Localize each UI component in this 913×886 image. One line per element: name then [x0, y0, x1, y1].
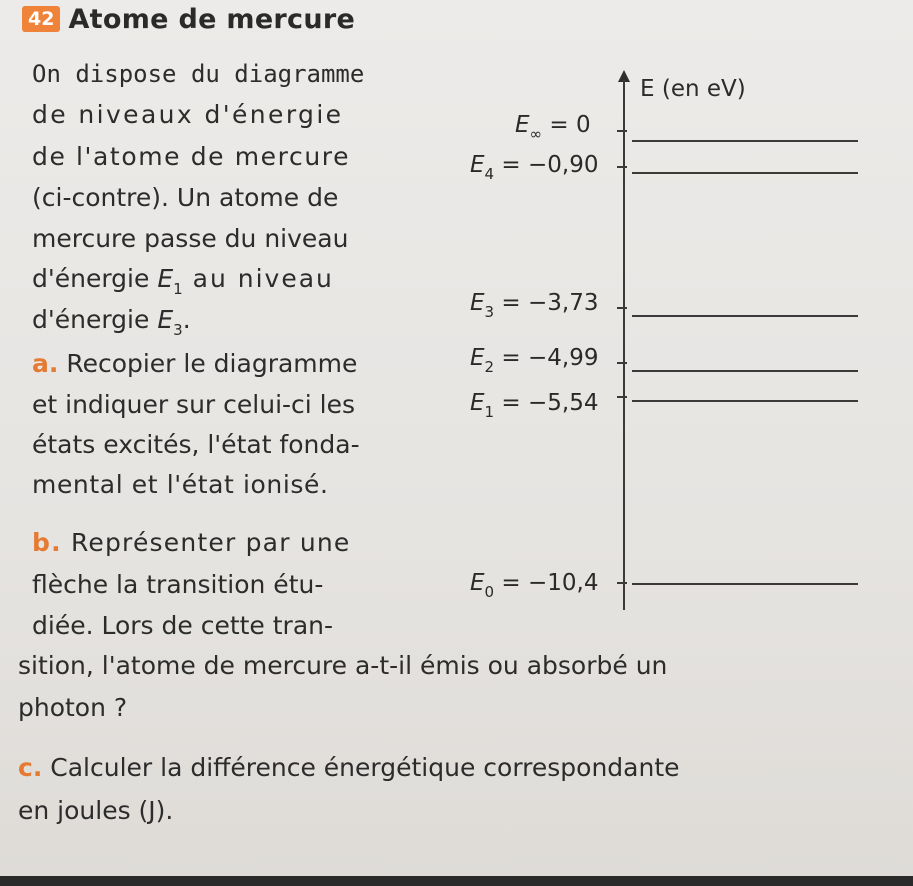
level-sub: 3: [484, 303, 495, 321]
question-a-line-3: états excités, l'état fonda-: [32, 430, 360, 459]
level-sub: 2: [484, 358, 495, 376]
exercise-number-badge: 42: [22, 6, 60, 32]
level-label-infinity: [515, 112, 591, 143]
page-bottom-edge: [0, 876, 913, 886]
level-value: = −5,54: [501, 390, 599, 416]
level-line-0: [632, 583, 858, 585]
energy-subscript: 3: [173, 321, 183, 339]
question-b-text: Représenter par une: [61, 528, 351, 557]
level-sub: 4: [484, 165, 495, 183]
level-label-1: [470, 390, 598, 421]
intro-line-2: de niveaux d'énergie: [32, 100, 344, 129]
question-c-line-2: en joules (J).: [18, 796, 174, 825]
intro-line-3: de l'atome de mercure: [32, 142, 351, 171]
level-var: E: [515, 112, 530, 138]
intro-line-6-text: d'énergie: [32, 264, 158, 293]
question-a-line-1: [32, 349, 357, 378]
level-line-4: [632, 172, 858, 174]
level-sub: ∞: [529, 125, 543, 143]
level-line-infinity: [632, 140, 858, 142]
level-var: E: [470, 152, 485, 178]
level-label-0: [470, 570, 598, 601]
level-var: E: [470, 345, 485, 371]
energy-variable: E: [157, 264, 174, 293]
level-sub: 1: [484, 403, 495, 421]
level-tick: [617, 130, 627, 132]
question-a-line-4: mental et l'état ionisé.: [32, 470, 329, 499]
level-value: = −0,90: [501, 152, 599, 178]
level-value: = 0: [549, 112, 591, 138]
level-var: E: [470, 570, 485, 596]
question-b-line-2: flèche la transition étu-: [32, 570, 324, 599]
intro-line-7: [32, 305, 191, 339]
level-value: = −10,4: [501, 570, 599, 596]
question-b-label: b.: [32, 528, 62, 557]
intro-line-7-text: d'énergie: [32, 305, 158, 334]
level-label-3: [470, 290, 598, 321]
energy-axis-label: E (en eV): [640, 76, 746, 102]
level-label-2: [470, 345, 598, 376]
level-tick: [617, 396, 627, 398]
question-c-line-1: [18, 753, 680, 782]
question-a-text: Recopier le diagramme: [58, 349, 358, 378]
level-tick: [617, 362, 627, 364]
intro-line-6-tail: au niveau: [182, 264, 334, 293]
intro-line-7-tail: .: [182, 305, 191, 334]
exercise-header: [22, 2, 355, 36]
level-line-1: [632, 400, 858, 402]
level-label-4: [470, 152, 598, 183]
question-c-text: Calculer la différence énergétique correspondante: [42, 753, 680, 782]
intro-line-1: On dispose du diagramme: [32, 60, 365, 88]
level-line-3: [632, 315, 858, 317]
level-line-2: [632, 370, 858, 372]
question-b-line-1: [32, 528, 351, 557]
question-c-label: c.: [18, 753, 43, 782]
intro-line-6: [32, 264, 334, 298]
question-b-line-3: diée. Lors de cette tran-: [32, 611, 334, 640]
level-value: = −4,99: [501, 345, 599, 371]
intro-line-4: (ci-contre). Un atome de: [32, 183, 339, 212]
exercise-title: Atome de mercure: [68, 3, 356, 35]
level-sub: 0: [484, 583, 495, 601]
energy-axis: [623, 80, 625, 610]
level-var: E: [470, 390, 485, 416]
energy-subscript: 1: [173, 280, 183, 298]
energy-variable: E: [157, 305, 174, 334]
question-b-line-5: photon ?: [18, 693, 128, 722]
question-a-line-2: et indiquer sur celui-ci les: [32, 390, 356, 419]
level-var: E: [470, 290, 485, 316]
level-tick: [617, 307, 627, 309]
level-tick: [617, 166, 627, 168]
level-value: = −3,73: [501, 290, 599, 316]
intro-line-5: mercure passe du niveau: [32, 224, 349, 253]
level-tick: [617, 582, 627, 584]
question-b-line-4: sition, l'atome de mercure a-t-il émis ou absorbé un: [18, 651, 668, 680]
question-a-label: a.: [32, 349, 59, 378]
